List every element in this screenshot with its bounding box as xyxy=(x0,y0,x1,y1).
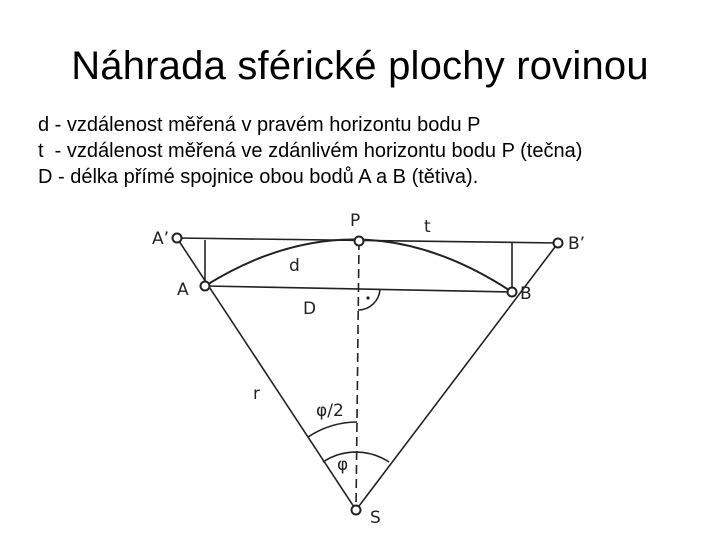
label-t: t xyxy=(424,217,431,237)
point-p xyxy=(355,237,364,246)
point-a-prime xyxy=(173,234,182,243)
label-a-prime: A’ xyxy=(152,229,170,249)
point-b xyxy=(508,288,517,297)
definition-big-d: D - délka přímé spojnice obou bodů A a B (tětiva). xyxy=(38,166,479,188)
label-b-prime: B’ xyxy=(568,234,586,254)
definition-d: d - vzdálenost měřená v pravém horizontu bodu P xyxy=(38,114,481,136)
label-phi: φ xyxy=(337,455,349,475)
axis-p-s xyxy=(356,241,359,510)
slide-title: Náhrada sférické plochy rovinou xyxy=(71,44,649,88)
point-b-prime xyxy=(554,239,563,248)
right-angle-dot xyxy=(366,296,369,299)
label-big-d: D xyxy=(303,299,317,319)
label-s: S xyxy=(370,508,381,528)
label-a: A xyxy=(177,280,189,300)
label-d: d xyxy=(289,256,300,276)
right-angle-arc xyxy=(358,289,380,310)
label-phi-half: φ/2 xyxy=(316,401,344,421)
point-s xyxy=(352,506,361,515)
angle-arc-phi-half xyxy=(308,422,357,437)
radius-line-left xyxy=(177,238,356,510)
label-p: P xyxy=(350,211,361,231)
point-a xyxy=(201,282,210,291)
definition-t: t - vzdálenost měřená ve zdánlivém horizontu bodu P (tečna) xyxy=(38,140,583,162)
label-b: B xyxy=(520,284,532,304)
label-r: r xyxy=(253,384,260,404)
